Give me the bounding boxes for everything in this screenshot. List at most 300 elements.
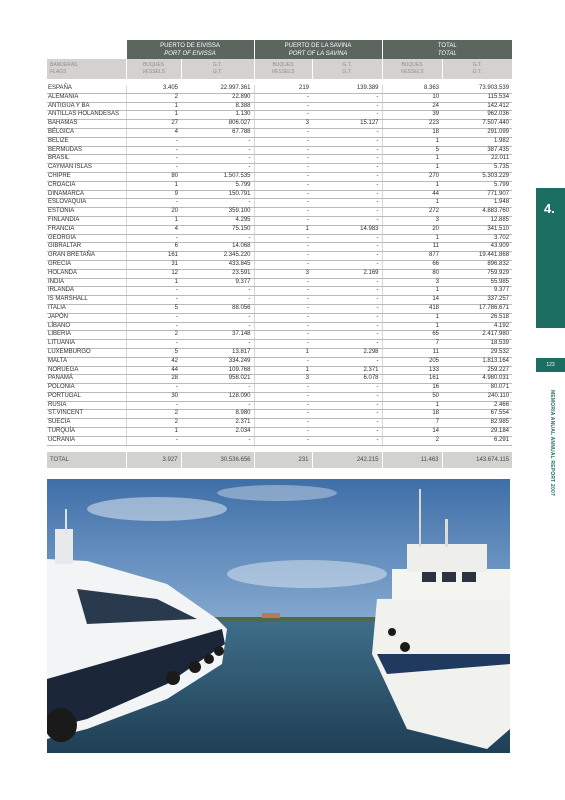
value-cell: 2.371: [312, 366, 382, 375]
value-cell: 80: [382, 269, 442, 278]
table-row: [47, 93, 512, 102]
value-cell: -: [312, 234, 382, 243]
value-cell: 82.985: [442, 419, 512, 428]
value-cell: -: [126, 384, 181, 393]
value-cell: 4: [126, 225, 181, 234]
value-cell: 2.345.220: [181, 252, 254, 261]
value-cell: -: [312, 357, 382, 366]
flag-name-cell: PORTUGAL: [47, 392, 126, 401]
value-cell: 29.532: [442, 348, 512, 357]
value-cell: 272: [382, 208, 442, 217]
total-label: TOTAL: [47, 452, 126, 468]
value-cell: -: [312, 172, 382, 181]
value-cell: 22.997.361: [181, 85, 254, 93]
value-cell: -: [126, 234, 181, 243]
value-cell: 27: [126, 120, 181, 129]
value-cell: 65: [382, 331, 442, 340]
value-cell: 5: [382, 146, 442, 155]
flag-name-cell: GEORGIA: [47, 234, 126, 243]
value-cell: 142.412: [442, 102, 512, 111]
value-cell: 5.799: [442, 181, 512, 190]
table-row: [47, 260, 512, 269]
value-cell: -: [181, 384, 254, 393]
value-cell: 66: [382, 260, 442, 269]
table-row: [47, 331, 512, 340]
value-cell: -: [254, 410, 312, 419]
value-cell: -: [254, 304, 312, 313]
value-cell: -: [312, 331, 382, 340]
table-row: [47, 243, 512, 252]
flag-name-cell: MALTA: [47, 357, 126, 366]
total-cell: 231: [254, 452, 312, 468]
value-cell: 30: [126, 392, 181, 401]
column-header-vessels: BUQUES VESSELS: [254, 59, 312, 79]
value-cell: -: [181, 164, 254, 173]
value-cell: 219: [254, 85, 312, 93]
table-row: [47, 304, 512, 313]
value-cell: -: [254, 436, 312, 445]
value-cell: -: [254, 340, 312, 349]
value-cell: -: [254, 331, 312, 340]
value-cell: 771.907: [442, 190, 512, 199]
value-cell: 3: [254, 269, 312, 278]
value-cell: 3: [254, 375, 312, 384]
table-row: [47, 357, 512, 366]
table-row: [47, 348, 512, 357]
side-title-text: MEMORIA ANUAL ANNUAL REPORT 2007: [549, 390, 555, 496]
value-cell: 1.813.164: [442, 357, 512, 366]
value-cell: 133: [382, 366, 442, 375]
value-cell: 14: [382, 296, 442, 305]
value-cell: -: [312, 260, 382, 269]
value-cell: 128.090: [181, 392, 254, 401]
value-cell: -: [312, 278, 382, 287]
table-row: [47, 392, 512, 401]
value-cell: -: [254, 208, 312, 217]
value-cell: 20: [126, 208, 181, 217]
value-cell: 14: [382, 428, 442, 437]
table-row: [47, 269, 512, 278]
value-cell: 139.389: [312, 85, 382, 93]
value-cell: -: [312, 208, 382, 217]
value-cell: -: [254, 384, 312, 393]
value-cell: -: [126, 296, 181, 305]
value-cell: 109.768: [181, 366, 254, 375]
value-cell: 1: [382, 199, 442, 208]
flag-name-cell: GRECIA: [47, 260, 126, 269]
value-cell: 1: [382, 181, 442, 190]
flag-name-cell: UCRANIA: [47, 436, 126, 445]
group-header-row: [47, 40, 512, 59]
flag-name-cell: CHIPRE: [47, 172, 126, 181]
value-cell: 1: [126, 278, 181, 287]
value-cell: -: [312, 384, 382, 393]
value-cell: -: [181, 287, 254, 296]
value-cell: 1: [254, 366, 312, 375]
value-cell: 1: [126, 102, 181, 111]
value-cell: 12.885: [442, 216, 512, 225]
value-cell: 22.890: [181, 93, 254, 102]
flag-name-cell: ANTIGUA Y BA: [47, 102, 126, 111]
value-cell: 3.405: [126, 85, 181, 93]
value-cell: -: [254, 199, 312, 208]
value-cell: -: [181, 155, 254, 164]
value-cell: 1: [382, 401, 442, 410]
value-cell: 1: [382, 137, 442, 146]
value-cell: -: [126, 199, 181, 208]
flags-table: [47, 40, 512, 468]
value-cell: -: [254, 93, 312, 102]
value-cell: 223: [382, 120, 442, 129]
value-cell: -: [181, 322, 254, 331]
value-cell: 5: [126, 348, 181, 357]
value-cell: 6: [126, 243, 181, 252]
harbor-photo: [47, 479, 510, 753]
value-cell: 15.127: [312, 120, 382, 129]
value-cell: -: [254, 111, 312, 120]
table-row: [47, 102, 512, 111]
flag-name-cell: INDIA: [47, 278, 126, 287]
value-cell: 18: [382, 410, 442, 419]
value-cell: 806.027: [181, 120, 254, 129]
table-row: [47, 234, 512, 243]
value-cell: 75.150: [181, 225, 254, 234]
value-cell: 7.507.440: [442, 120, 512, 129]
value-cell: -: [126, 313, 181, 322]
value-cell: -: [312, 410, 382, 419]
value-cell: 2.034: [181, 428, 254, 437]
value-cell: 1: [126, 181, 181, 190]
value-cell: -: [254, 428, 312, 437]
table-row: [47, 296, 512, 305]
table-row: [47, 199, 512, 208]
value-cell: 337.257: [442, 296, 512, 305]
value-cell: 1.507.535: [181, 172, 254, 181]
value-cell: 1.130: [181, 111, 254, 120]
value-cell: 44: [382, 190, 442, 199]
value-cell: 341.510: [442, 225, 512, 234]
value-cell: 1: [126, 216, 181, 225]
flag-name-cell: ST.VINCENT: [47, 410, 126, 419]
value-cell: -: [181, 199, 254, 208]
value-cell: 2.371: [181, 419, 254, 428]
table-row: [47, 208, 512, 217]
value-cell: 334.249: [181, 357, 254, 366]
value-cell: 4.295: [181, 216, 254, 225]
value-cell: 1.982: [442, 137, 512, 146]
value-cell: -: [312, 199, 382, 208]
value-cell: 55.985: [442, 278, 512, 287]
value-cell: -: [126, 164, 181, 173]
flag-name-cell: POLONIA: [47, 384, 126, 393]
value-cell: 8.388: [181, 102, 254, 111]
table-row: [47, 252, 512, 261]
value-cell: -: [181, 296, 254, 305]
value-cell: 759.929: [442, 269, 512, 278]
value-cell: -: [126, 340, 181, 349]
value-cell: 877: [382, 252, 442, 261]
table-row: [47, 436, 512, 445]
table-row: [47, 216, 512, 225]
value-cell: -: [312, 93, 382, 102]
flag-name-cell: ANTILLAS HOLANDESAS: [47, 111, 126, 120]
value-cell: -: [126, 137, 181, 146]
value-cell: -: [312, 137, 382, 146]
flag-name-cell: BELIZE: [47, 137, 126, 146]
value-cell: 3: [254, 120, 312, 129]
section-tab: [536, 188, 565, 328]
value-cell: 3: [382, 278, 442, 287]
value-cell: -: [312, 155, 382, 164]
value-cell: 2: [126, 419, 181, 428]
value-cell: 23.591: [181, 269, 254, 278]
value-cell: -: [181, 340, 254, 349]
value-cell: 5.303.229: [442, 172, 512, 181]
table-row: [47, 164, 512, 173]
flag-name-cell: BRASIL: [47, 155, 126, 164]
table-row: [47, 375, 512, 384]
flag-name-cell: BÉLGICA: [47, 128, 126, 137]
flag-name-cell: BAHAMAS: [47, 120, 126, 129]
flag-name-cell: FRANCIA: [47, 225, 126, 234]
flag-name-cell: JAPÓN: [47, 313, 126, 322]
value-cell: -: [254, 278, 312, 287]
value-cell: 73.903.539: [442, 85, 512, 93]
section-number: 4.: [544, 201, 555, 216]
value-cell: 2.417.980: [442, 331, 512, 340]
value-cell: 3: [382, 216, 442, 225]
total-cell: 11.463: [382, 452, 442, 468]
value-cell: 2: [126, 410, 181, 419]
flag-name-cell: ESLOVAQUIA: [47, 199, 126, 208]
value-cell: 14.983: [312, 225, 382, 234]
value-cell: 42: [126, 357, 181, 366]
value-cell: 80: [126, 172, 181, 181]
total-cell: 143.674.115: [442, 452, 512, 468]
table-row: [47, 120, 512, 129]
value-cell: 270: [382, 172, 442, 181]
table-row: [47, 155, 512, 164]
value-cell: 1.948: [442, 199, 512, 208]
table-row: [47, 340, 512, 349]
value-cell: -: [181, 234, 254, 243]
value-cell: -: [254, 102, 312, 111]
total-row: [47, 452, 512, 468]
column-header-flags: BANDERAS FLAGS: [47, 59, 126, 79]
group-header-eivissa: PUERTO DE EIVISSA PORT OF EIVISSA: [126, 40, 254, 59]
value-cell: -: [312, 252, 382, 261]
value-cell: -: [181, 137, 254, 146]
group-header-total: TOTAL TOTAL: [382, 40, 512, 59]
value-cell: 5.735: [442, 164, 512, 173]
value-cell: -: [254, 137, 312, 146]
flag-name-cell: CAYMAN ISLAS: [47, 164, 126, 173]
flag-name-cell: BERMUDAS: [47, 146, 126, 155]
value-cell: -: [254, 313, 312, 322]
value-cell: 3.702: [442, 234, 512, 243]
value-cell: -: [254, 234, 312, 243]
table-row: [47, 190, 512, 199]
value-cell: 16: [382, 384, 442, 393]
value-cell: 115.534: [442, 93, 512, 102]
value-cell: -: [254, 252, 312, 261]
value-cell: -: [181, 146, 254, 155]
value-cell: -: [312, 128, 382, 137]
table-row: [47, 366, 512, 375]
flag-name-cell: HOLANDA: [47, 269, 126, 278]
value-cell: -: [312, 296, 382, 305]
flag-name-cell: ALEMANIA: [47, 93, 126, 102]
value-cell: -: [126, 146, 181, 155]
value-cell: 11: [382, 348, 442, 357]
value-cell: 24: [382, 102, 442, 111]
value-cell: -: [312, 181, 382, 190]
table-row: [47, 225, 512, 234]
value-cell: 80.071: [442, 384, 512, 393]
table-body: [47, 85, 512, 445]
value-cell: 161: [126, 252, 181, 261]
table-row: [47, 137, 512, 146]
value-cell: 9: [126, 190, 181, 199]
value-cell: 67.788: [181, 128, 254, 137]
value-cell: -: [312, 401, 382, 410]
flag-name-cell: LIBERIA: [47, 331, 126, 340]
column-header-vessels: BUQUES VESSELS: [382, 59, 442, 79]
table-row: [47, 181, 512, 190]
value-cell: 4: [126, 128, 181, 137]
value-cell: 9.377: [181, 278, 254, 287]
value-cell: -: [254, 392, 312, 401]
value-cell: 291.099: [442, 128, 512, 137]
value-cell: 2.466: [442, 401, 512, 410]
value-cell: 22.011: [442, 155, 512, 164]
value-cell: 1: [382, 322, 442, 331]
value-cell: 6.291: [442, 436, 512, 445]
value-cell: -: [312, 190, 382, 199]
value-cell: -: [312, 304, 382, 313]
value-cell: 1: [254, 348, 312, 357]
value-cell: 433.845: [181, 260, 254, 269]
value-cell: 10: [382, 93, 442, 102]
value-cell: 958.021: [181, 375, 254, 384]
flag-name-cell: GRAN BRETAÑA: [47, 252, 126, 261]
value-cell: -: [312, 164, 382, 173]
value-cell: 418: [382, 304, 442, 313]
value-cell: 1: [126, 111, 181, 120]
value-cell: 1: [382, 155, 442, 164]
table-row: [47, 111, 512, 120]
value-cell: -: [181, 401, 254, 410]
flag-name-cell: ESTONIA: [47, 208, 126, 217]
value-cell: 1: [254, 225, 312, 234]
table-row: [47, 410, 512, 419]
value-cell: -: [312, 111, 382, 120]
value-cell: 20: [382, 225, 442, 234]
value-cell: -: [254, 155, 312, 164]
value-cell: 1: [382, 164, 442, 173]
table-row: [47, 428, 512, 437]
table-row: [47, 313, 512, 322]
value-cell: -: [312, 313, 382, 322]
value-cell: 7: [382, 340, 442, 349]
value-cell: 4.980.031: [442, 375, 512, 384]
value-cell: 9.377: [442, 287, 512, 296]
flag-name-cell: FINLANDIA: [47, 216, 126, 225]
value-cell: -: [312, 419, 382, 428]
value-cell: -: [254, 401, 312, 410]
value-cell: -: [254, 146, 312, 155]
table-row: [47, 172, 512, 181]
value-cell: -: [312, 322, 382, 331]
value-cell: -: [254, 322, 312, 331]
value-cell: 17.786.671: [442, 304, 512, 313]
value-cell: 2: [382, 436, 442, 445]
flag-name-cell: NORUEGA: [47, 366, 126, 375]
value-cell: 8.363: [382, 85, 442, 93]
value-cell: -: [254, 296, 312, 305]
value-cell: 88.056: [181, 304, 254, 313]
value-cell: -: [312, 243, 382, 252]
group-header-savina: PUERTO DE LA SAVINA PORT OF LA SAVINA: [254, 40, 382, 59]
value-cell: 18: [382, 128, 442, 137]
table-row: [47, 146, 512, 155]
value-cell: -: [254, 190, 312, 199]
flag-name-cell: ITALIA: [47, 304, 126, 313]
value-cell: -: [254, 357, 312, 366]
table-row: [47, 401, 512, 410]
value-cell: 29.184: [442, 428, 512, 437]
value-cell: -: [181, 436, 254, 445]
value-cell: 2: [126, 93, 181, 102]
value-cell: -: [181, 313, 254, 322]
table-row: [47, 322, 512, 331]
table-row: [47, 419, 512, 428]
value-cell: 1: [382, 234, 442, 243]
value-cell: 161: [382, 375, 442, 384]
value-cell: 205: [382, 357, 442, 366]
column-header-row: [47, 59, 512, 79]
column-header-gt: G.T. G.T.: [442, 59, 512, 79]
table-row: [47, 384, 512, 393]
value-cell: 39: [382, 111, 442, 120]
flag-name-cell: DINAMARCA: [47, 190, 126, 199]
flag-name-cell: RUSIA: [47, 401, 126, 410]
value-cell: -: [126, 155, 181, 164]
value-cell: 2.298: [312, 348, 382, 357]
flag-name-cell: IRLANDA: [47, 287, 126, 296]
value-cell: 50: [382, 392, 442, 401]
flag-name-cell: LÍBANO: [47, 322, 126, 331]
value-cell: 14.068: [181, 243, 254, 252]
value-cell: 19.441.868: [442, 252, 512, 261]
value-cell: -: [254, 216, 312, 225]
column-header-gt: G.T. G.T.: [181, 59, 254, 79]
value-cell: 31: [126, 260, 181, 269]
total-cell: 30.536.656: [181, 452, 254, 468]
value-cell: 1: [126, 428, 181, 437]
table-row: [47, 287, 512, 296]
flag-name-cell: CROACIA: [47, 181, 126, 190]
flag-name-cell: IS MARSHALL: [47, 296, 126, 305]
value-cell: 359.100: [181, 208, 254, 217]
value-cell: 1: [382, 287, 442, 296]
value-cell: 18.539: [442, 340, 512, 349]
total-cell: 3.927: [126, 452, 181, 468]
value-cell: 4.192: [442, 322, 512, 331]
value-cell: 7: [382, 419, 442, 428]
value-cell: -: [312, 216, 382, 225]
value-cell: 896.832: [442, 260, 512, 269]
